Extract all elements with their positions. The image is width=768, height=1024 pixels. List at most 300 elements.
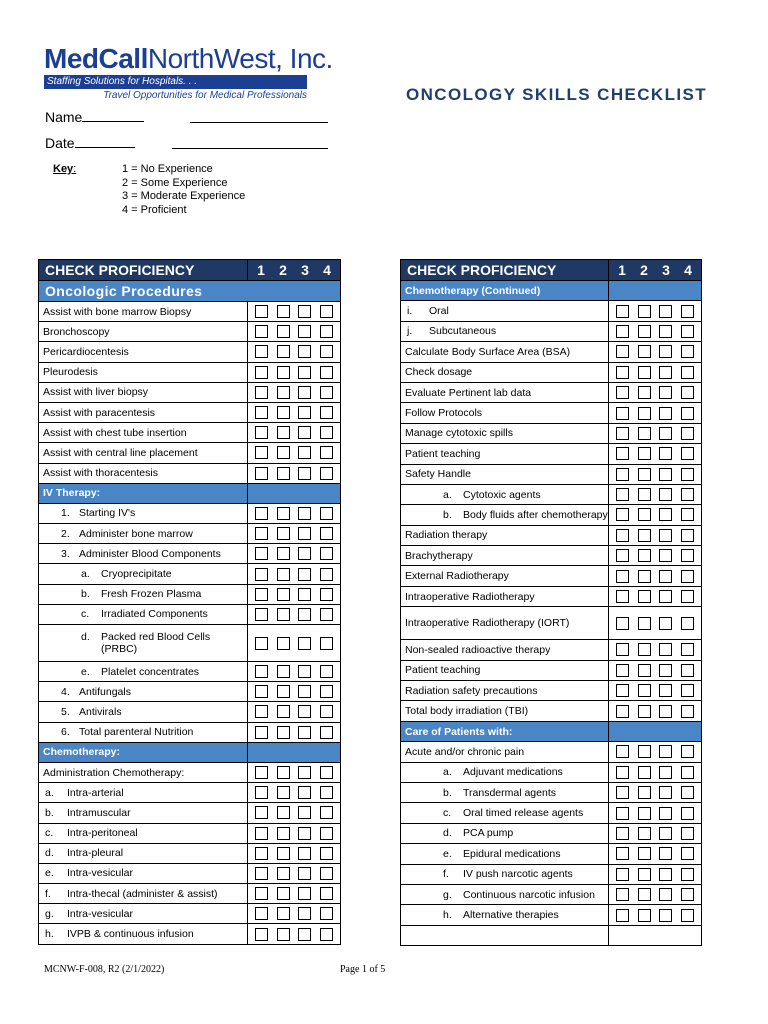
proficiency-checkbox-2[interactable] <box>638 529 651 542</box>
proficiency-checkbox-1[interactable] <box>616 427 629 440</box>
proficiency-checkbox-2[interactable] <box>277 766 290 779</box>
proficiency-checkbox-2[interactable] <box>638 888 651 901</box>
proficiency-cell <box>248 924 341 944</box>
proficiency-cell <box>609 586 702 606</box>
proficiency-checkbox-3[interactable] <box>659 664 672 677</box>
proficiency-checkbox-2[interactable] <box>277 827 290 840</box>
checklist-row <box>39 863 341 883</box>
proficiency-checkbox-3[interactable] <box>298 386 311 399</box>
proficiency-checkbox-1[interactable] <box>616 549 629 562</box>
proficiency-checkbox-3[interactable] <box>659 529 672 542</box>
skill-label: Assist with paracentesis <box>43 406 156 419</box>
skill-label: PCA pump <box>463 827 514 840</box>
item-marker: d. <box>81 631 90 643</box>
proficiency-checkbox-3[interactable] <box>298 637 311 650</box>
proficiency-checkbox-4[interactable] <box>320 726 333 739</box>
proficiency-checkbox-4[interactable] <box>320 446 333 459</box>
proficiency-checkbox-3[interactable] <box>298 507 311 520</box>
proficiency-checkbox-2[interactable] <box>277 366 290 379</box>
proficiency-checkbox-1[interactable] <box>255 806 268 819</box>
proficiency-checkbox-3[interactable] <box>298 806 311 819</box>
proficiency-checkbox-3[interactable] <box>659 745 672 758</box>
proficiency-cell <box>248 843 341 863</box>
form-id: MCNW-F-008, R2 (2/1/2022) <box>44 964 165 975</box>
section-header-row <box>401 281 702 301</box>
proficiency-checkbox-4[interactable] <box>681 488 694 501</box>
proficiency-checkbox-1[interactable] <box>255 366 268 379</box>
proficiency-checkbox-4[interactable] <box>320 608 333 621</box>
proficiency-checkbox-4[interactable] <box>320 547 333 560</box>
proficiency-checkbox-4[interactable] <box>320 665 333 678</box>
proficiency-checkbox-3[interactable] <box>298 305 311 318</box>
skill-cell <box>39 322 248 342</box>
proficiency-checkbox-2[interactable] <box>638 827 651 840</box>
proficiency-checkbox-3[interactable] <box>659 617 672 630</box>
proficiency-checkbox-4[interactable] <box>681 786 694 799</box>
proficiency-checkbox-1[interactable] <box>255 827 268 840</box>
proficiency-checkbox-1[interactable] <box>255 665 268 678</box>
proficiency-checkbox-4[interactable] <box>681 529 694 542</box>
proficiency-checkbox-2[interactable] <box>277 786 290 799</box>
proficiency-checkbox-1[interactable] <box>255 305 268 318</box>
proficiency-checkbox-4[interactable] <box>320 685 333 698</box>
skill-cell <box>39 924 248 944</box>
skill-cell <box>401 382 609 402</box>
proficiency-checkbox-2[interactable] <box>638 570 651 583</box>
proficiency-checkbox-3[interactable] <box>659 407 672 420</box>
proficiency-checkbox-1[interactable] <box>255 766 268 779</box>
proficiency-checkbox-1[interactable] <box>255 426 268 439</box>
proficiency-checkbox-1[interactable] <box>255 386 268 399</box>
proficiency-checkbox-4[interactable] <box>681 366 694 379</box>
proficiency-checkbox-1[interactable] <box>616 827 629 840</box>
proficiency-checkbox-4[interactable] <box>320 786 333 799</box>
proficiency-checkbox-2[interactable] <box>638 643 651 656</box>
proficiency-checkbox-3[interactable] <box>659 386 672 399</box>
proficiency-checkbox-4[interactable] <box>681 909 694 922</box>
item-marker: d. <box>443 827 452 840</box>
proficiency-checkbox-2[interactable] <box>277 907 290 920</box>
proficiency-checkbox-3[interactable] <box>659 827 672 840</box>
proficiency-checkbox-1[interactable] <box>616 664 629 677</box>
skill-label: Patient teaching <box>405 447 481 460</box>
proficiency-checkbox-1[interactable] <box>255 867 268 880</box>
proficiency-cell <box>248 322 341 342</box>
proficiency-checkbox-1[interactable] <box>255 467 268 480</box>
proficiency-checkbox-4[interactable] <box>320 325 333 338</box>
proficiency-checkbox-2[interactable] <box>638 305 651 318</box>
skill-label: Irradiated Components <box>101 608 208 621</box>
proficiency-checkbox-4[interactable] <box>320 637 333 650</box>
skill-cell <box>401 444 609 464</box>
proficiency-checkbox-3[interactable] <box>298 847 311 860</box>
proficiency-cell <box>609 742 702 762</box>
skill-cell <box>39 662 248 682</box>
proficiency-checkbox-4[interactable] <box>681 705 694 718</box>
proficiency-checkbox-2[interactable] <box>638 427 651 440</box>
proficiency-checkbox-4[interactable] <box>320 406 333 419</box>
checklist-row <box>401 321 702 341</box>
proficiency-checkbox-4[interactable] <box>681 888 694 901</box>
proficiency-checkbox-1[interactable] <box>616 888 629 901</box>
proficiency-checkbox-1[interactable] <box>255 928 268 941</box>
proficiency-checkbox-3[interactable] <box>298 766 311 779</box>
section-title: Chemotherapy: <box>39 742 248 762</box>
proficiency-checkbox-3[interactable] <box>659 345 672 358</box>
proficiency-checkbox-2[interactable] <box>638 468 651 481</box>
skill-cell <box>401 342 609 362</box>
proficiency-checkbox-1[interactable] <box>616 508 629 521</box>
proficiency-checkbox-4[interactable] <box>681 345 694 358</box>
proficiency-checkbox-1[interactable] <box>255 588 268 601</box>
proficiency-checkbox-2[interactable] <box>277 887 290 900</box>
proficiency-checkbox-2[interactable] <box>638 786 651 799</box>
proficiency-checkbox-4[interactable] <box>320 887 333 900</box>
proficiency-checkbox-2[interactable] <box>638 745 651 758</box>
proficiency-checkbox-1[interactable] <box>616 705 629 718</box>
proficiency-checkbox-3[interactable] <box>298 426 311 439</box>
proficiency-checkbox-2[interactable] <box>638 447 651 460</box>
blank-row <box>401 925 702 945</box>
checklist-row <box>39 803 341 823</box>
key-item: 4 = Proficient <box>122 203 187 216</box>
proficiency-checkbox-3[interactable] <box>659 888 672 901</box>
item-marker: d. <box>45 847 54 860</box>
proficiency-checkbox-4[interactable] <box>320 366 333 379</box>
proficiency-checkbox-2[interactable] <box>277 705 290 718</box>
proficiency-checkbox-1[interactable] <box>616 366 629 379</box>
proficiency-checkbox-2[interactable] <box>638 366 651 379</box>
proficiency-checkbox-2[interactable] <box>638 617 651 630</box>
proficiency-checkbox-3[interactable] <box>659 807 672 820</box>
proficiency-checkbox-4[interactable] <box>681 684 694 697</box>
proficiency-checkbox-1[interactable] <box>616 345 629 358</box>
proficiency-checkbox-2[interactable] <box>277 507 290 520</box>
proficiency-checkbox-1[interactable] <box>616 386 629 399</box>
proficiency-checkbox-4[interactable] <box>681 807 694 820</box>
proficiency-checkbox-3[interactable] <box>298 726 311 739</box>
proficiency-cell <box>609 444 702 464</box>
proficiency-checkbox-2[interactable] <box>277 426 290 439</box>
proficiency-checkbox-3[interactable] <box>298 608 311 621</box>
date-line-short[interactable] <box>75 133 135 148</box>
proficiency-checkbox-3[interactable] <box>298 467 311 480</box>
proficiency-checkbox-3[interactable] <box>659 325 672 338</box>
proficiency-checkbox-1[interactable] <box>616 570 629 583</box>
proficiency-checkbox-1[interactable] <box>616 488 629 501</box>
company-logo <box>44 43 333 101</box>
proficiency-checkbox-1[interactable] <box>255 406 268 419</box>
checklist-row <box>401 546 702 566</box>
proficiency-checkbox-3[interactable] <box>659 549 672 562</box>
proficiency-checkbox-2[interactable] <box>638 868 651 881</box>
proficiency-checkbox-2[interactable] <box>638 590 651 603</box>
proficiency-checkbox-3[interactable] <box>659 643 672 656</box>
skill-cell <box>401 403 609 423</box>
skill-label: Evaluate Pertinent lab data <box>405 386 532 399</box>
proficiency-checkbox-1[interactable] <box>255 608 268 621</box>
proficiency-checkbox-1[interactable] <box>616 847 629 860</box>
proficiency-checkbox-3[interactable] <box>659 786 672 799</box>
proficiency-checkbox-4[interactable] <box>320 426 333 439</box>
proficiency-checkbox-1[interactable] <box>255 507 268 520</box>
proficiency-cell <box>248 783 341 803</box>
proficiency-checkbox-3[interactable] <box>659 447 672 460</box>
proficiency-checkbox-3[interactable] <box>298 547 311 560</box>
proficiency-checkbox-3[interactable] <box>659 305 672 318</box>
proficiency-checkbox-2[interactable] <box>277 847 290 860</box>
proficiency-checkbox-4[interactable] <box>681 590 694 603</box>
key-list <box>122 163 245 217</box>
proficiency-checkbox-2[interactable] <box>638 847 651 860</box>
proficiency-checkbox-2[interactable] <box>277 608 290 621</box>
proficiency-checkbox-3[interactable] <box>298 928 311 941</box>
proficiency-checkbox-1[interactable] <box>616 745 629 758</box>
proficiency-checkbox-4[interactable] <box>320 847 333 860</box>
proficiency-checkbox-3[interactable] <box>298 568 311 581</box>
proficiency-checkbox-2[interactable] <box>638 549 651 562</box>
proficiency-checkbox-1[interactable] <box>616 643 629 656</box>
proficiency-checkbox-3[interactable] <box>659 590 672 603</box>
proficiency-checkbox-4[interactable] <box>320 305 333 318</box>
logo-wordmark <box>44 43 333 74</box>
proficiency-checkbox-1[interactable] <box>255 907 268 920</box>
checklist-row <box>401 660 702 680</box>
proficiency-checkbox-1[interactable] <box>616 590 629 603</box>
proficiency-checkbox-1[interactable] <box>255 527 268 540</box>
proficiency-checkbox-4[interactable] <box>320 907 333 920</box>
skill-cell <box>39 843 248 863</box>
proficiency-checkbox-2[interactable] <box>638 909 651 922</box>
skill-label: Assist with bone marrow Biopsy <box>43 305 192 318</box>
proficiency-checkbox-4[interactable] <box>320 867 333 880</box>
proficiency-checkbox-4[interactable] <box>320 766 333 779</box>
proficiency-checkbox-1[interactable] <box>616 447 629 460</box>
skill-label: Administer bone marrow <box>79 527 193 540</box>
proficiency-checkbox-4[interactable] <box>320 588 333 601</box>
proficiency-checkbox-1[interactable] <box>616 786 629 799</box>
proficiency-checkbox-3[interactable] <box>659 468 672 481</box>
proficiency-checkbox-3[interactable] <box>298 446 311 459</box>
proficiency-checkbox-1[interactable] <box>255 637 268 650</box>
proficiency-checkbox-1[interactable] <box>255 726 268 739</box>
proficiency-checkbox-1[interactable] <box>255 446 268 459</box>
proficiency-checkbox-4[interactable] <box>681 617 694 630</box>
proficiency-checkbox-3[interactable] <box>659 909 672 922</box>
skill-cell <box>39 783 248 803</box>
section-filler <box>248 742 341 762</box>
proficiency-checkbox-1[interactable] <box>255 547 268 560</box>
proficiency-checkbox-2[interactable] <box>638 705 651 718</box>
proficiency-checkbox-2[interactable] <box>638 407 651 420</box>
date-field[interactable] <box>45 133 135 151</box>
skill-cell <box>401 762 609 782</box>
skill-cell <box>401 525 609 545</box>
proficiency-checkbox-1[interactable] <box>616 305 629 318</box>
proficiency-checkbox-2[interactable] <box>638 664 651 677</box>
proficiency-checkbox-2[interactable] <box>638 345 651 358</box>
skill-cell <box>401 701 609 721</box>
proficiency-checkbox-2[interactable] <box>277 446 290 459</box>
proficiency-checkbox-1[interactable] <box>616 529 629 542</box>
proficiency-checkbox-1[interactable] <box>616 617 629 630</box>
proficiency-checkbox-3[interactable] <box>298 685 311 698</box>
proficiency-checkbox-1[interactable] <box>616 468 629 481</box>
proficiency-checkbox-4[interactable] <box>320 386 333 399</box>
section-filler <box>248 483 341 503</box>
proficiency-checkbox-2[interactable] <box>277 547 290 560</box>
proficiency-checkbox-3[interactable] <box>298 345 311 358</box>
proficiency-checkbox-3[interactable] <box>298 786 311 799</box>
level-header: 3 <box>662 262 670 278</box>
proficiency-checkbox-4[interactable] <box>681 847 694 860</box>
skill-label: Radiation therapy <box>405 529 488 542</box>
proficiency-checkbox-3[interactable] <box>659 684 672 697</box>
proficiency-checkbox-3[interactable] <box>659 427 672 440</box>
proficiency-checkbox-1[interactable] <box>255 685 268 698</box>
proficiency-checkbox-4[interactable] <box>320 806 333 819</box>
proficiency-checkbox-3[interactable] <box>659 766 672 779</box>
checklist-row <box>39 362 341 382</box>
proficiency-cell <box>248 762 341 782</box>
proficiency-checkbox-1[interactable] <box>616 868 629 881</box>
proficiency-checkbox-3[interactable] <box>298 325 311 338</box>
proficiency-checkbox-3[interactable] <box>298 887 311 900</box>
proficiency-checkbox-4[interactable] <box>320 705 333 718</box>
proficiency-checkbox-3[interactable] <box>298 406 311 419</box>
skill-label: Intra-peritoneal <box>67 827 138 840</box>
proficiency-checkbox-3[interactable] <box>298 907 311 920</box>
proficiency-checkbox-4[interactable] <box>320 467 333 480</box>
proficiency-checkbox-3[interactable] <box>298 665 311 678</box>
proficiency-checkbox-1[interactable] <box>616 909 629 922</box>
proficiency-checkbox-2[interactable] <box>277 588 290 601</box>
proficiency-checkbox-4[interactable] <box>681 407 694 420</box>
proficiency-checkbox-3[interactable] <box>659 847 672 860</box>
proficiency-checkbox-3[interactable] <box>659 570 672 583</box>
proficiency-checkbox-2[interactable] <box>638 386 651 399</box>
skill-label: Intra-pleural <box>67 847 124 860</box>
proficiency-checkbox-2[interactable] <box>277 467 290 480</box>
skill-cell <box>401 864 609 884</box>
proficiency-checkbox-1[interactable] <box>255 325 268 338</box>
proficiency-checkbox-2[interactable] <box>277 305 290 318</box>
proficiency-checkbox-4[interactable] <box>681 468 694 481</box>
proficiency-checkbox-1[interactable] <box>255 786 268 799</box>
proficiency-checkbox-2[interactable] <box>277 928 290 941</box>
skill-label: Follow Protocols <box>405 407 483 420</box>
item-marker: h. <box>45 928 54 941</box>
proficiency-checkbox-4[interactable] <box>681 386 694 399</box>
proficiency-checkbox-4[interactable] <box>320 928 333 941</box>
proficiency-checkbox-4[interactable] <box>681 766 694 779</box>
checklist-row <box>401 505 702 525</box>
name-field[interactable] <box>45 107 144 125</box>
proficiency-checkbox-1[interactable] <box>616 766 629 779</box>
proficiency-checkbox-3[interactable] <box>298 366 311 379</box>
checklist-row <box>39 682 341 702</box>
proficiency-checkbox-4[interactable] <box>681 549 694 562</box>
proficiency-checkbox-3[interactable] <box>298 827 311 840</box>
proficiency-checkbox-1[interactable] <box>616 407 629 420</box>
proficiency-checkbox-2[interactable] <box>638 488 651 501</box>
skill-label: Intra-thecal (administer & assist) <box>67 887 218 900</box>
proficiency-checkbox-2[interactable] <box>277 665 290 678</box>
proficiency-checkbox-4[interactable] <box>681 745 694 758</box>
checklist-row <box>39 443 341 463</box>
proficiency-checkbox-2[interactable] <box>277 345 290 358</box>
proficiency-cell <box>248 524 341 544</box>
proficiency-checkbox-4[interactable] <box>681 643 694 656</box>
proficiency-checkbox-1[interactable] <box>616 684 629 697</box>
proficiency-checkbox-4[interactable] <box>681 868 694 881</box>
proficiency-checkbox-2[interactable] <box>638 508 651 521</box>
proficiency-checkbox-2[interactable] <box>277 325 290 338</box>
proficiency-cell <box>609 640 702 660</box>
proficiency-checkbox-2[interactable] <box>638 325 651 338</box>
proficiency-checkbox-3[interactable] <box>659 508 672 521</box>
proficiency-checkbox-2[interactable] <box>277 406 290 419</box>
proficiency-checkbox-2[interactable] <box>277 867 290 880</box>
proficiency-checkbox-2[interactable] <box>277 726 290 739</box>
proficiency-checkbox-2[interactable] <box>277 527 290 540</box>
proficiency-checkbox-2[interactable] <box>638 807 651 820</box>
name-line-long[interactable] <box>190 122 328 123</box>
proficiency-checkbox-1[interactable] <box>255 705 268 718</box>
date-line-long[interactable] <box>172 148 328 149</box>
item-marker: 4. <box>61 685 70 698</box>
proficiency-checkbox-3[interactable] <box>298 705 311 718</box>
proficiency-checkbox-3[interactable] <box>659 868 672 881</box>
proficiency-checkbox-4[interactable] <box>681 447 694 460</box>
proficiency-checkbox-4[interactable] <box>681 325 694 338</box>
proficiency-checkbox-4[interactable] <box>681 570 694 583</box>
proficiency-checkbox-2[interactable] <box>277 685 290 698</box>
proficiency-checkbox-2[interactable] <box>277 568 290 581</box>
proficiency-checkbox-1[interactable] <box>255 568 268 581</box>
proficiency-checkbox-2[interactable] <box>638 684 651 697</box>
proficiency-checkbox-4[interactable] <box>681 305 694 318</box>
proficiency-checkbox-1[interactable] <box>616 807 629 820</box>
proficiency-checkbox-4[interactable] <box>681 664 694 677</box>
proficiency-checkbox-4[interactable] <box>320 507 333 520</box>
proficiency-checkbox-3[interactable] <box>298 588 311 601</box>
proficiency-checkbox-3[interactable] <box>659 488 672 501</box>
proficiency-checkbox-4[interactable] <box>320 827 333 840</box>
proficiency-checkbox-1[interactable] <box>255 887 268 900</box>
proficiency-checkbox-4[interactable] <box>320 345 333 358</box>
proficiency-checkbox-4[interactable] <box>681 827 694 840</box>
proficiency-checkbox-4[interactable] <box>681 427 694 440</box>
proficiency-checkbox-2[interactable] <box>638 766 651 779</box>
proficiency-checkbox-1[interactable] <box>616 325 629 338</box>
proficiency-checkbox-2[interactable] <box>277 386 290 399</box>
proficiency-checkbox-4[interactable] <box>320 527 333 540</box>
proficiency-checkbox-3[interactable] <box>298 867 311 880</box>
proficiency-checkbox-3[interactable] <box>659 366 672 379</box>
column-header-levels <box>609 260 702 281</box>
proficiency-checkbox-3[interactable] <box>659 705 672 718</box>
proficiency-checkbox-2[interactable] <box>277 806 290 819</box>
name-line-short[interactable] <box>82 107 144 122</box>
proficiency-checkbox-4[interactable] <box>681 508 694 521</box>
proficiency-checkbox-1[interactable] <box>255 847 268 860</box>
proficiency-checkbox-2[interactable] <box>277 637 290 650</box>
proficiency-checkbox-1[interactable] <box>255 345 268 358</box>
skill-label: Platelet concentrates <box>101 665 200 678</box>
proficiency-checkbox-4[interactable] <box>320 568 333 581</box>
proficiency-checkbox-3[interactable] <box>298 527 311 540</box>
